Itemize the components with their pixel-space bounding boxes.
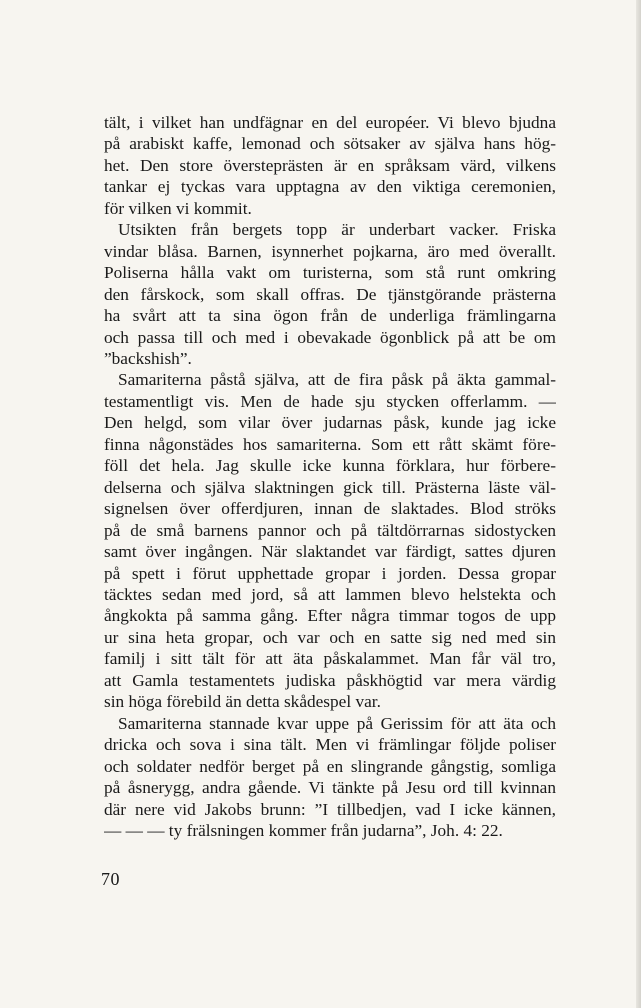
text-line: familj i sitt tält för att äta påskalammet. Man får väl tro, (104, 649, 556, 669)
page-edge (636, 0, 641, 1008)
text-line: Samariterna påstå själva, att de fira påsk på äkta gammal- (118, 370, 556, 390)
text-line: för vilken vi kommit. (104, 198, 252, 218)
paragraph (104, 219, 556, 369)
paragraph (104, 112, 556, 219)
text-line: den fårskock, som skall offras. De tjänstgörande prästerna (104, 284, 556, 304)
text-line: föll det hela. Jag skulle icke kunna förklara, hur förbere- (104, 456, 556, 476)
text-line: att Gamla testamentets judiska påskhögtid var mera värdig (104, 670, 556, 690)
text-line: ångkokta på samma gång. Efter några timmar togos de upp (104, 606, 556, 626)
text-line: tält, i vilket han undfägnar en del européer. Vi blevo bjudna (104, 113, 556, 132)
text-line: tankar ej tyckas vara upptagna av den viktiga ceremonien, (104, 177, 556, 197)
text-line: Poliserna hålla vakt om turisterna, som stå runt omkring (104, 263, 556, 283)
page-number: 70 (101, 869, 120, 889)
text-line: Den helgd, som vilar över judarnas påsk, kunde jag icke (104, 413, 556, 433)
text-line: vindar blåsa. Barnen, isynnerhet pojkarna, äro med överallt. (104, 241, 556, 261)
text-line: ha svårt att ta sina ögon från de underliga främlingarna (104, 306, 556, 326)
text-line: het. Den store översteprästen är en språksam värd, vilkens (104, 155, 556, 175)
text-line: på de små barnens pannor och på tältdörrarnas sidostycken (104, 520, 556, 540)
text-line: täcktes sedan med jord, så att lammen blevo helstekta och (104, 584, 556, 604)
text-line: testamentligt vis. Men de hade sju stycken offerlamm. — (104, 391, 556, 411)
text-line: samt över ingången. När slaktandet var färdigt, sattes djuren (104, 542, 556, 562)
text-line: dricka och sova i sina tält. Men vi främlingar följde poliser (104, 735, 556, 755)
text-line: delserna och själva slaktningen gick till. Prästerna läste väl- (104, 477, 556, 497)
text-line: Utsikten från bergets topp är underbart vacker. Friska (118, 220, 556, 240)
text-line: och passa till och med i obevakade ögonblick på att be om (104, 327, 556, 347)
text-line: på åsnerygg, andra gående. Vi tänkte på Jesu ord till kvinnan (104, 778, 556, 798)
text-line: på arabiskt kaffe, lemonad och sötsaker av själva hans hög- (104, 134, 556, 154)
text-line: Samariterna stannade kvar uppe på Gerissim för att äta och (118, 713, 556, 733)
text-line: — — — ty frälsningen kommer från judarna”, Joh. 4: 22. (104, 820, 503, 840)
text-line: sin höga förebild än detta skådespel var. (104, 692, 381, 712)
paragraph (104, 713, 556, 842)
text-line: ur sina heta gropar, och var och en satte sig ned med sin (104, 627, 556, 647)
text-line: på spett i förut upphettade gropar i jorden. Dessa gropar (104, 563, 556, 583)
body-text (104, 112, 556, 841)
paragraph (104, 369, 556, 712)
text-line: och soldater nedför berget på en slingrande gångstig, somliga (104, 756, 556, 776)
text-line: ”backshish”. (104, 348, 192, 368)
text-line: signelsen över offerdjuren, innan de slaktades. Blod ströks (104, 499, 556, 519)
text-line: finna någonstädes hos samariterna. Som ett rått skämt före- (104, 434, 556, 454)
text-line: där nere vid Jakobs brunn: ”I tillbedjen, vad I icke kännen, (104, 799, 556, 819)
